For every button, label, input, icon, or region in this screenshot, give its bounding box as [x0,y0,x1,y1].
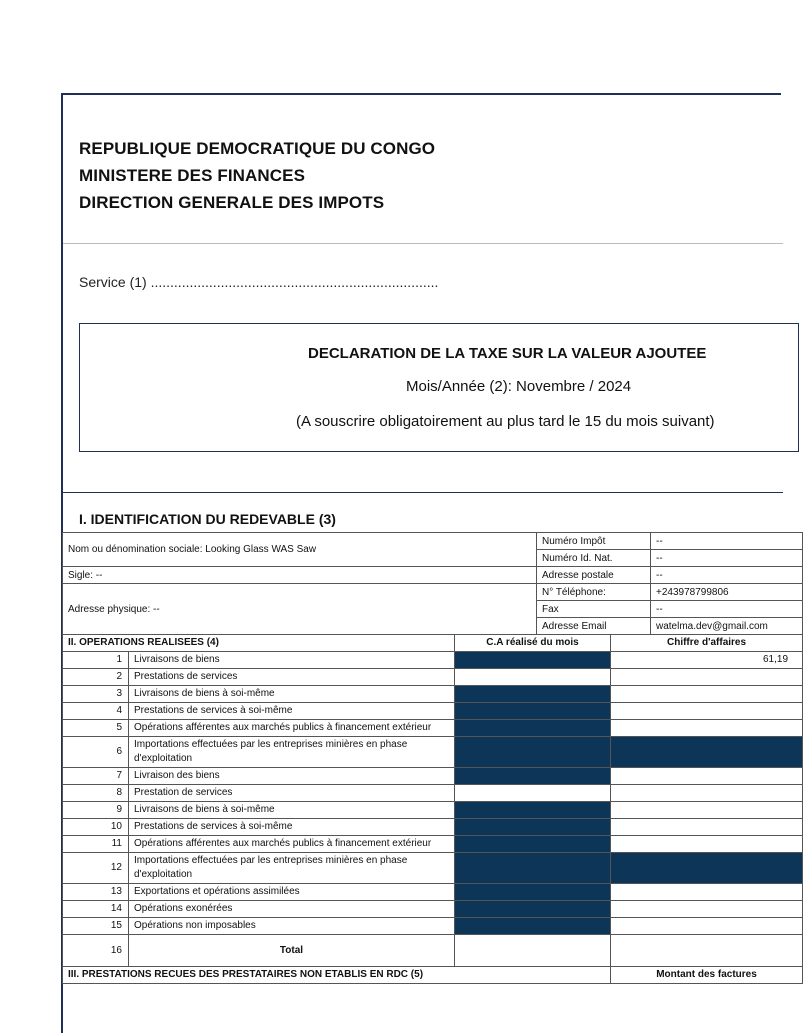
row-number: 14 [63,901,129,918]
column-header-ca: C.A réalisé du mois [455,635,611,652]
row-label: Livraisons de biens à soi-même [129,686,455,703]
declaration-title: DECLARATION DE LA TAXE SUR LA VALEUR AJOUTEE [308,345,707,362]
amount-cell[interactable] [611,819,803,836]
disabled-cell [455,819,611,836]
row-number: 6 [63,737,129,768]
field-label: Adresse Email [537,618,651,635]
row-label: Livraisons de biens [129,652,455,669]
disabled-cell [455,836,611,853]
amount-cell[interactable] [611,720,803,737]
header-line-ministry: MINISTERE DES FINANCES [79,166,306,185]
table-header-row [63,967,803,984]
declaration-title-box [79,323,799,452]
table-row [63,836,803,853]
column-header-chiffre: Chiffre d'affaires [611,635,803,652]
table-row [63,853,803,884]
table-row [63,901,803,918]
row-label: Opérations exonérées [129,901,455,918]
disabled-cell [455,768,611,785]
row-label: Prestations de services à soi-même [129,819,455,836]
row-label: Prestations de services à soi-même [129,703,455,720]
field-label: Numéro Id. Nat. [537,550,651,567]
amount-cell[interactable] [611,918,803,935]
row-label: Livraison des biens [129,768,455,785]
header-line-direction: DIRECTION GENERALE DES IMPOTS [79,193,385,212]
row-number: 12 [63,853,129,884]
amount-total-cell [611,935,803,967]
table-row [63,768,803,785]
disabled-cell [611,737,803,768]
physical-address-cell: Adresse physique: -- [63,584,537,635]
disabled-cell [455,918,611,935]
amount-cell[interactable] [611,884,803,901]
row-number: 11 [63,836,129,853]
row-label: Importations effectuées par les entreprises minières en phase d'exploitation [129,853,455,884]
amount-cell[interactable] [611,802,803,819]
identification-table [62,532,803,635]
company-name-cell: Nom ou dénomination sociale: Looking Glass WAS Saw [63,533,537,567]
disabled-cell [455,901,611,918]
disabled-cell [455,884,611,901]
declaration-deadline-note: (A souscrire obligatoirement au plus tard le 15 du mois suivant) [296,413,715,430]
row-number: 15 [63,918,129,935]
table-row [63,819,803,836]
row-number: 5 [63,720,129,737]
field-value: watelma.dev@gmail.com [651,618,803,635]
row-number: 1 [63,652,129,669]
amount-cell[interactable] [611,836,803,853]
row-number: 8 [63,785,129,802]
section-identification-title: I. IDENTIFICATION DU REDEVABLE (3) [79,511,336,527]
ca-cell[interactable] [455,669,611,686]
amount-cell[interactable]: 61,19 [611,652,803,669]
column-header-montant: Montant des factures [611,967,803,984]
row-label: Opérations non imposables [129,918,455,935]
section-operations-title: II. OPERATIONS REALISEES (4) [63,635,455,652]
row-number: 10 [63,819,129,836]
ca-cell[interactable] [455,785,611,802]
disabled-cell [455,802,611,819]
amount-cell[interactable] [611,768,803,785]
field-value: +243978799806 [651,584,803,601]
row-label: Prestations de services [129,669,455,686]
ca-total-cell [455,935,611,967]
table-row [63,703,803,720]
table-row [63,802,803,819]
row-number: 9 [63,802,129,819]
disabled-cell [455,652,611,669]
amount-cell[interactable] [611,703,803,720]
disabled-cell [455,703,611,720]
divider [63,243,783,244]
declaration-period: Mois/Année (2): Novembre / 2024 [406,378,632,395]
table-row [63,533,803,550]
row-number: 7 [63,768,129,785]
row-number: 13 [63,884,129,901]
row-label: Exportations et opérations assimilées [129,884,455,901]
disabled-cell [455,720,611,737]
divider [63,492,783,493]
table-row [63,720,803,737]
table-row [63,785,803,802]
row-label-total: Total [129,935,455,967]
row-number: 4 [63,703,129,720]
issuer-header [79,135,435,216]
table-row [63,918,803,935]
table-row [63,584,803,601]
row-number: 3 [63,686,129,703]
header-line-republic: REPUBLIQUE DEMOCRATIQUE DU CONGO [79,139,436,158]
row-number: 2 [63,669,129,686]
field-value: -- [651,601,803,618]
operations-table [62,634,803,984]
table-row [63,652,803,669]
sigle-cell: Sigle: -- [63,567,537,584]
field-value: -- [651,533,803,550]
amount-cell[interactable] [611,686,803,703]
row-label: Opérations afférentes aux marchés publics à financement extérieur [129,836,455,853]
table-header-row [63,635,803,652]
row-label: Livraisons de biens à soi-même [129,802,455,819]
table-row [63,686,803,703]
row-label: Opérations afférentes aux marchés publics à financement extérieur [129,720,455,737]
field-label: Fax [537,601,651,618]
field-value: -- [651,567,803,584]
table-row [63,737,803,768]
table-row-total [63,935,803,967]
field-label: Adresse postale [537,567,651,584]
field-label: N° Téléphone: [537,584,651,601]
table-row [63,567,803,584]
disabled-cell [455,737,611,768]
row-number: 16 [63,935,129,967]
field-value: -- [651,550,803,567]
table-row [63,884,803,901]
disabled-cell [455,686,611,703]
disabled-cell [455,853,611,884]
field-label: Numéro Impôt [537,533,651,550]
section-prestations-title: III. PRESTATIONS RECUES DES PRESTATAIRES NON ETABLIS EN RDC (5) [63,967,611,984]
row-label: Importations effectuées par les entreprises minières en phase d'exploitation [129,737,455,768]
amount-cell[interactable] [611,785,803,802]
amount-cell[interactable] [611,669,803,686]
service-field: Service (1) .......................................................................... [79,274,439,290]
table-row [63,669,803,686]
row-label: Prestation de services [129,785,455,802]
amount-cell[interactable] [611,901,803,918]
disabled-cell [611,853,803,884]
